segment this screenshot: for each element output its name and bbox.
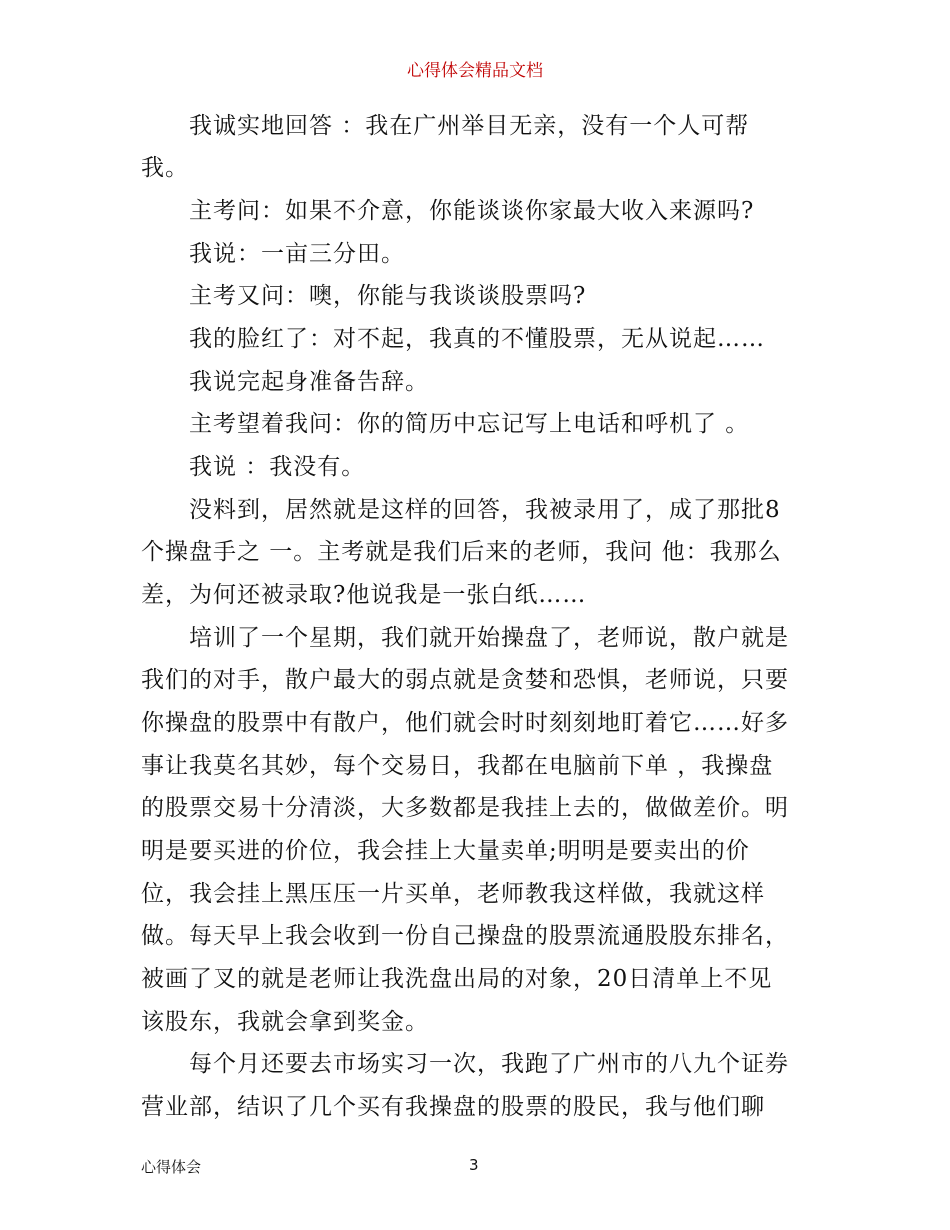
footer-label: 心得体会	[141, 1158, 202, 1176]
body-line: 差，为何还被录取?他说我是一张白纸……	[141, 582, 587, 608]
body-line: 我的脸红了：对不起，我真的不懂股票，无从说起……	[189, 326, 765, 352]
body-line: 的股票交易十分清淡，大多数都是我挂上去的，做做差价。明	[141, 795, 789, 821]
body-line: 培训了一个星期，我们就开始操盘了，老师说，散户就是	[189, 625, 789, 651]
body-line: 每个月还要去市场实习一次，我跑了广州市的八九个证券	[189, 1051, 789, 1077]
body-line: 做。每天早上我会收到一份自己操盘的股票流通股股东排名，	[141, 923, 789, 949]
body-line: 位，我会挂上黑压压一片买单，老师教我这样做，我就这样	[141, 881, 765, 907]
body-line: 我诚实地回答 ：我在广州举目无亲，没有一个人可帮	[189, 113, 750, 139]
body-line: 我。	[141, 155, 189, 181]
body-line: 主考望着我问：你的简历中忘记写上电话和呼机了 。	[189, 411, 750, 437]
body-line: 事让我莫名其妙，每个交易日，我都在电脑前下单 ，我操盘	[141, 753, 774, 779]
body-line: 营业部，结识了几个买有我操盘的股票的股民，我与他们聊	[141, 1094, 765, 1120]
body-line: 我们的对手，散户最大的弱点就是贪婪和恐惧，老师说，只要	[141, 667, 789, 693]
body-line: 没料到，居然就是这样的回答，我被录用了，成了那批8	[189, 497, 781, 523]
body-line: 我说完起身准备告辞。	[189, 369, 429, 395]
body-line: 明是要买进的价位，我会挂上大量卖单;明明是要卖出的价	[141, 838, 750, 864]
body-line: 主考又问：噢，你能与我谈谈股票吗?	[189, 283, 587, 309]
body-line: 被画了叉的就是老师让我洗盘出局的对象，20日清单上不见	[141, 966, 773, 992]
body-line: 我说：一亩三分田。	[189, 241, 405, 267]
page-number: 3	[469, 1156, 479, 1174]
body-line: 你操盘的股票中有散户，他们就会时时刻刻地盯着它……好多	[141, 710, 789, 736]
body-line: 个操盘手之 一。主考就是我们后来的老师，我问 他：我那么	[141, 539, 782, 565]
body-line: 该股东，我就会拿到奖金。	[141, 1009, 429, 1035]
document-header-title: 心得体会精品文档	[407, 61, 543, 81]
body-line: 我说 ：我没有。	[189, 454, 366, 480]
body-line: 主考问：如果不介意，你能谈谈你家最大收入来源吗?	[189, 198, 755, 224]
